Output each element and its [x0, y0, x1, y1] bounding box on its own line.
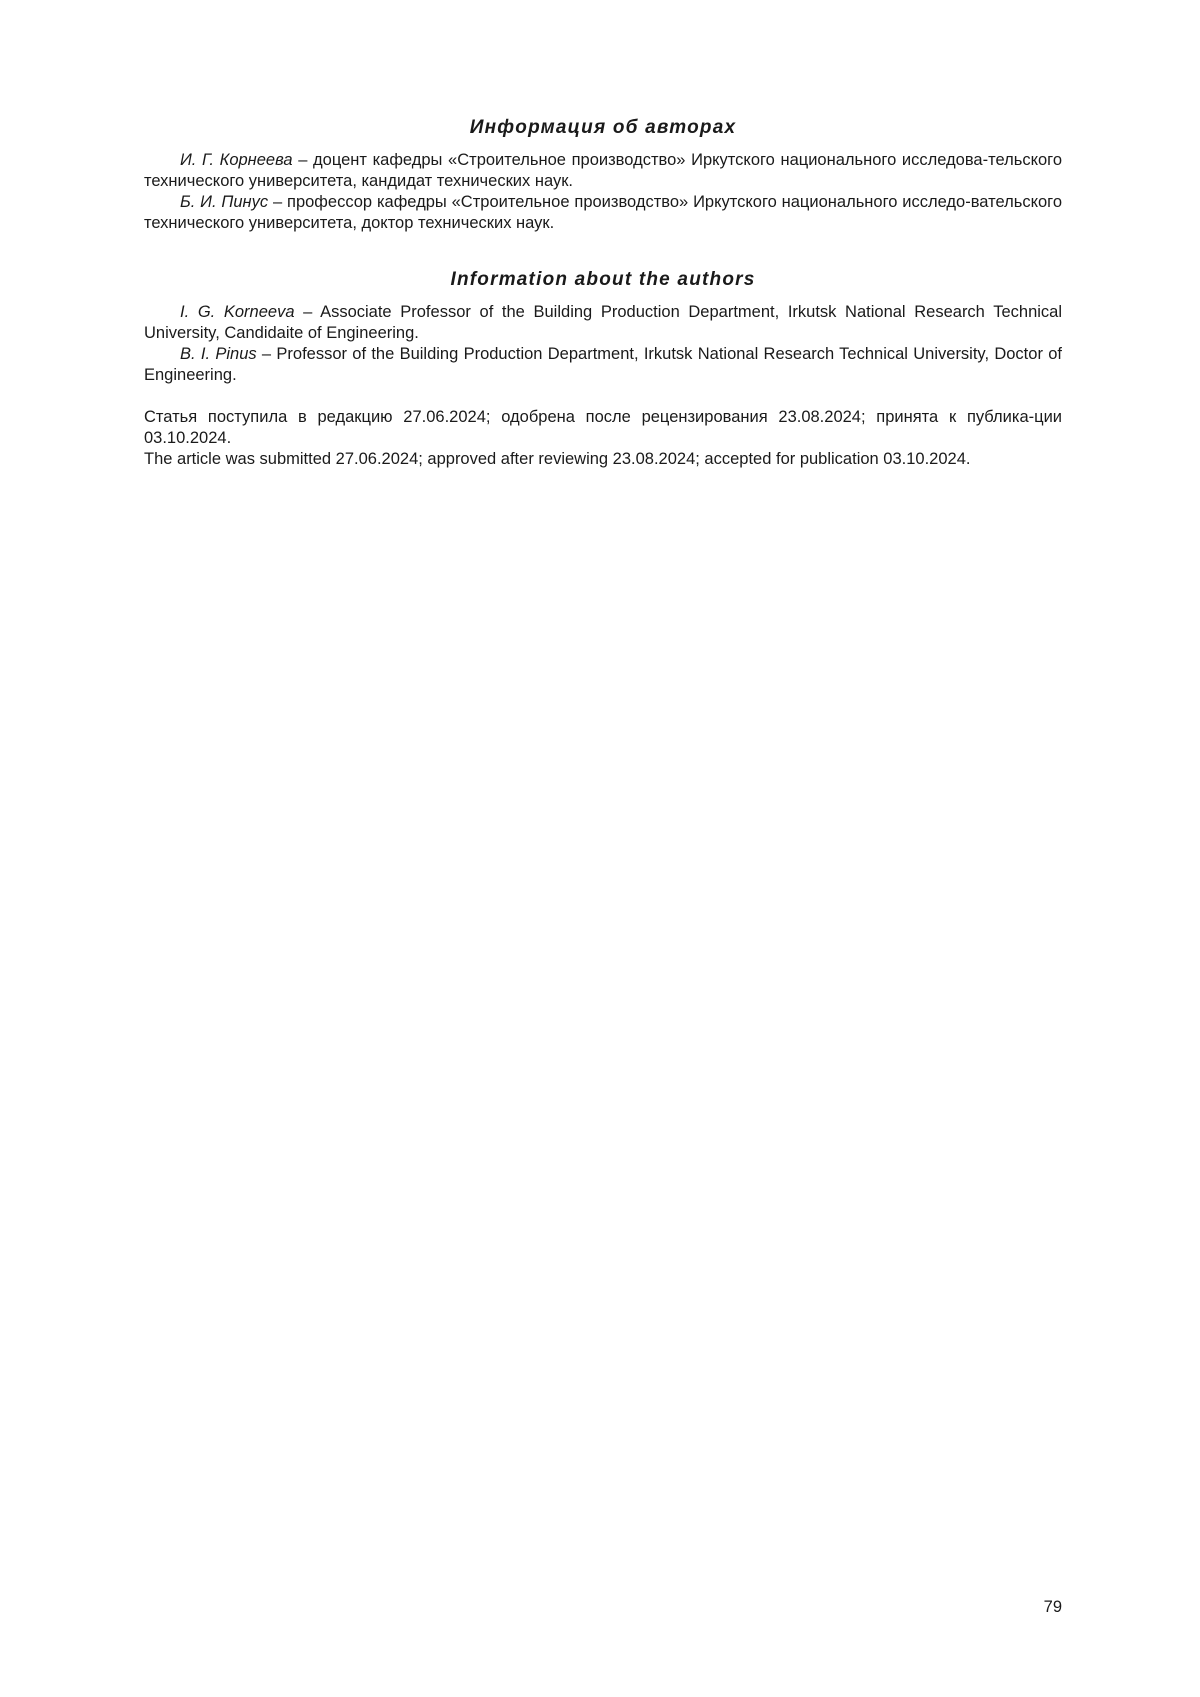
en-authors-heading: Information about the authors: [450, 269, 756, 290]
en-author-entry: [144, 302, 1062, 344]
author-name: I. G. Korneeva: [180, 303, 295, 321]
author-description: – Professor of the Building Production Department, Irkutsk National Research Technical University, Doctor of Engineering.: [144, 345, 1062, 384]
en-authors-list: [144, 302, 1062, 386]
author-description: – профессор кафедры «Строительное производство» Иркутского национального исследо-вательского технического университета, доктор технических наук.: [144, 193, 1063, 232]
document-page: [144, 0, 1062, 1697]
author-description: – доцент кафедры «Строительное производство» Иркутского национального исследова-тельского технического университета, кандидат технических наук.: [144, 151, 1062, 190]
article-dates-en: The article was submitted 27.06.2024; approved after reviewing 23.08.2024; accepted for publication 03.10.2024.: [144, 450, 971, 468]
author-name: Б. И. Пинус: [180, 193, 269, 211]
article-dates: [144, 407, 1062, 470]
ru-author-entry: [144, 150, 1062, 192]
page-number: 79: [1043, 1598, 1062, 1616]
en-author-entry: [144, 344, 1062, 386]
author-name: И. Г. Корнеева: [180, 151, 293, 169]
author-name: B. I. Pinus: [180, 345, 257, 363]
ru-authors-heading: Информация об авторах: [469, 117, 737, 138]
author-description: – Associate Professor of the Building Production Department, Irkutsk National Research Technical University, Candidaite of Engineering.: [144, 303, 1062, 342]
ru-authors-list: [144, 150, 1062, 234]
article-dates-ru: Статья поступила в редакцию 27.06.2024; одобрена после рецензирования 23.08.2024; принята к публика-ции 03.10.2024.: [144, 408, 1062, 447]
ru-author-entry: [144, 192, 1062, 234]
